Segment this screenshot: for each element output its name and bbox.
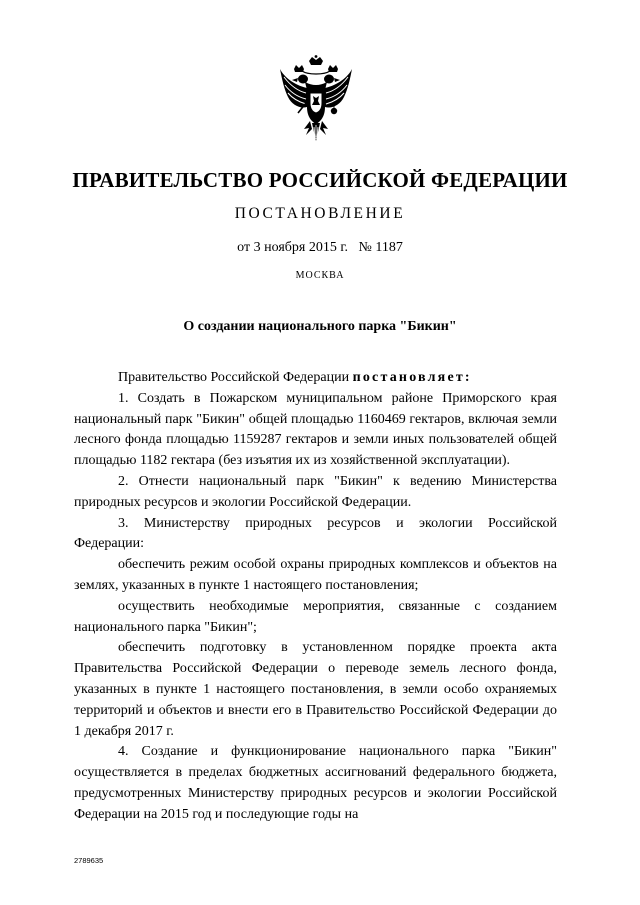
- paragraph-2: 2. Отнести национальный парк "Бикин" к ведению Министерства природных ресурсов и экологии Российской Федерации.: [74, 473, 557, 510]
- decree-number: 1187: [375, 240, 403, 255]
- intro-verb: постановляет:: [352, 370, 472, 385]
- paragraph-3-item-3: обеспечить подготовку в установленном порядке проекта акта Правительства Российской Федерации о переводе земель лесного фонда, указанных в пункте 1 настоящего постановления, в земли особо охраняемых территорий и объектов и внести его в Правительство Российской Федерации до 1 декабря 2017 г.: [74, 640, 557, 739]
- decree-date-line: [0, 240, 640, 256]
- government-title: ПРАВИТЕЛЬСТВО РОССИЙСКОЙ ФЕДЕРАЦИИ: [72, 168, 568, 192]
- number-sign: №: [358, 240, 372, 255]
- paragraph-3-item-1: обеспечить режим особой охраны природных комплексов и объектов на землях, указанных в пункте 1 настоящего постановления;: [74, 557, 557, 593]
- footer-document-code: 2789635: [74, 856, 104, 865]
- paragraph-3-item-2: осуществить необходимые мероприятия, связанные с созданием национального парка "Бикин";: [74, 598, 557, 635]
- paragraph-1: 1. Создать в Пожарском муниципальном районе Приморского края национальный парк "Бикин" общей площадью 1160469 гектаров, включая земли лесного фонда площадью 1159287 гектаров и земли иных пользователей общей площадью 1182 гектара (без изъятия их из хозяйственной эксплуатации).: [74, 390, 557, 469]
- paragraph-3: 3. Министерству природных ресурсов и экологии Российской Федерации:: [74, 515, 557, 552]
- decree-date: от 3 ноября 2015 г.: [237, 240, 348, 255]
- coat-of-arms-icon: [276, 55, 356, 147]
- intro-paragraph: [74, 368, 557, 389]
- city-label: МОСКВА: [295, 270, 345, 281]
- paragraph-4: 4. Создание и функционирование национального парка "Бикин" осуществляется в пределах бюджетных ассигнований федерального бюджета, предусмотренных Министерству природных ресурсов и экологии Российской Федерации на 2015 год и последующие годы на: [74, 744, 557, 822]
- document-title: О создании национального парка "Бикин": [183, 319, 457, 334]
- document-body: [74, 368, 557, 826]
- document-type: ПОСТАНОВЛЕНИЕ: [234, 205, 406, 222]
- intro-lead: Правительство Российской Федерации: [118, 370, 350, 385]
